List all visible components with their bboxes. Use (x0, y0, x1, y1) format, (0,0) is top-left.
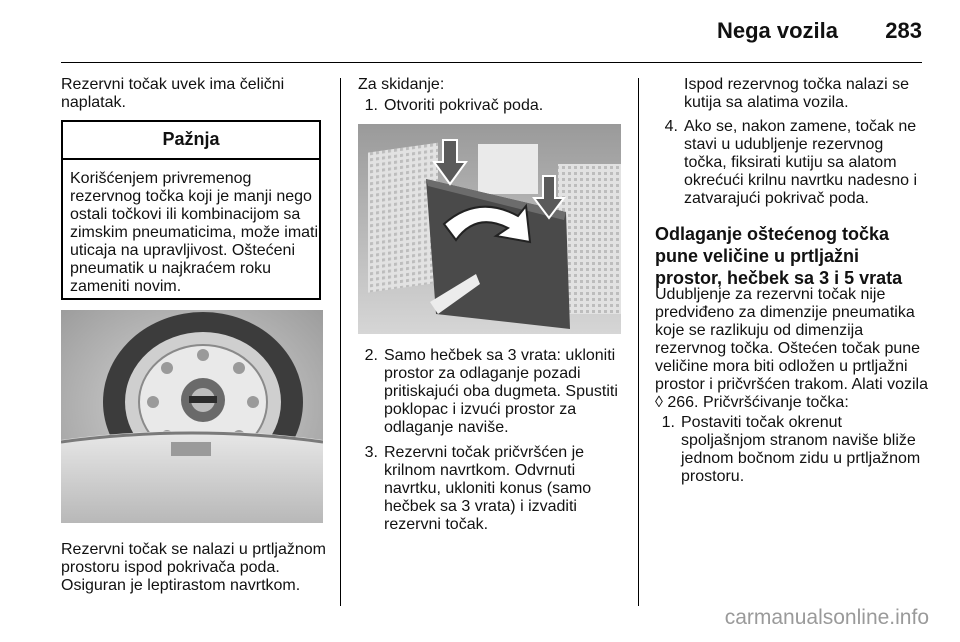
removal-steps (358, 347, 628, 541)
storage-steps (655, 414, 930, 493)
page-header-title: Nega vozila (716, 18, 838, 43)
section-heading: Odlaganje oštećenog točka pune veličine u prtljažni prostor, hečbek sa 3 i 5 vrata (655, 224, 903, 288)
caution-box (61, 120, 321, 300)
caution-separator (63, 158, 319, 160)
header-rule (61, 62, 922, 63)
spare-wheel-intro: Rezervni točak uvek ima čelični naplatak. (61, 76, 285, 111)
floor-cover-photo (358, 124, 621, 334)
spare-wheel-photo (61, 310, 323, 523)
page-number: 283 (885, 18, 922, 43)
watermark: carmanualsonline.info (724, 606, 929, 629)
page-reference-icon: ◊ (655, 394, 663, 411)
caution-title: Pažnja (162, 129, 220, 149)
caution-text: Korišćenjem privremenog rezervnog točka koji je manji nego ostali točkovi ili kombinacijom sa zimskim pneumaticima, može imati uticaja na upravljivost. Oštećeni pneumatik u najkraćem roku zameniti novim. (70, 170, 319, 295)
list-item: 1. Postaviti točak okrenut spoljašnjom stranom naviše bliže jednom bočnom zidu u prtljažnom prostoru. (661, 414, 921, 485)
removal-intro: Za skidanje: (358, 76, 445, 93)
storage-paragraph: Udubljenje za rezervni točak nije predviđeno za dimenzije pneumatika koje se razlikuju od dimenzija rezervnog točka. Oštećen točak pune veličine mora biti odložen u prtljažni prostor i pričvršćen trakom. Alati vozila ◊ 266. Pričvršćivanje točka: (655, 286, 928, 411)
list-item: 2. Samo hečbek sa 3 vrata: ukloniti prostor za odlaganje pozadi pritiskajući oba dugmeta. Spustiti poklopac i izvući prostor za odlaganje naviše. (364, 347, 618, 436)
column-divider-right (638, 78, 639, 606)
list-item: 3. Rezervni točak pričvršćen je krilnom navrtkom. Odvrnuti navrtku, ukloniti konus (samo hečbek sa 3 vrata) i izvaditi rezervni točak. (364, 444, 592, 533)
column-divider-left (340, 78, 341, 606)
list-item: 4. Ako se, nakon zamene, točak ne stavi u udubljenje rezervnog točka, fiksirati kutiju sa alatom okrećući krilnu navrtku nadesno i zatvarajući pokrivač poda. (664, 118, 918, 207)
photo-caption: Rezervni točak se nalazi u prtljažnom prostoru ispod pokrivača poda. Osiguran je leptirastom navrtkom. (61, 541, 327, 594)
step3-continuation: Ispod rezervnog točka nalazi se kutija sa alatima vozila. (684, 76, 910, 111)
removal-steps-cont (658, 118, 930, 215)
removal-steps-top (358, 97, 620, 122)
list-item: 1. Otvoriti pokrivač poda. (364, 97, 544, 114)
